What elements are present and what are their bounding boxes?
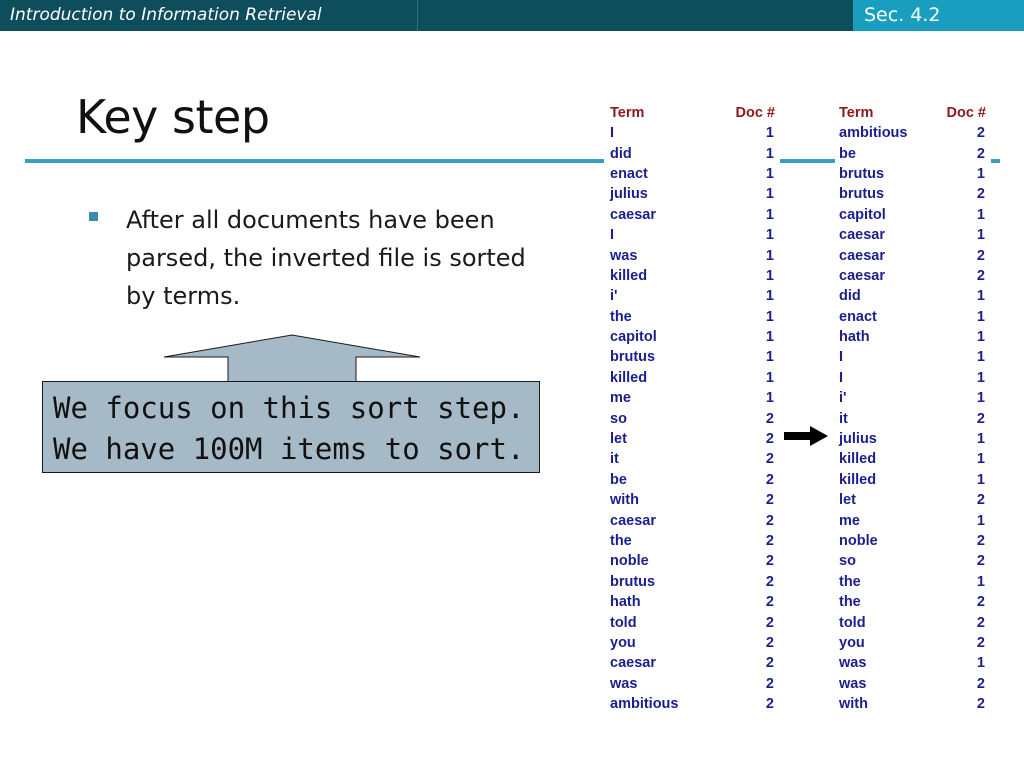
term-cell: be [610,471,627,488]
term-cell: did [839,288,861,305]
doc-id-cell: 1 [976,308,985,325]
doc-id-cell: 2 [976,125,985,142]
doc-id-cell: 1 [976,655,985,672]
term-cell: so [839,553,856,570]
doc-header: Doc # [735,105,775,121]
doc-id-cell: 2 [765,594,774,611]
table-row [835,347,989,367]
term-cell: you [610,634,636,651]
term-cell: told [839,614,866,631]
table-row [606,429,778,449]
term-cell: brutus [610,349,656,366]
doc-id-cell: 1 [976,227,985,244]
header-divider [417,0,418,31]
table-row [606,551,778,571]
slide-title: Key step [76,90,270,144]
term-cell: me [839,512,860,529]
doc-id-cell: 2 [765,634,774,651]
doc-id-cell: 2 [765,675,774,692]
term-cell: killed [839,451,877,468]
term-cell: with [610,492,639,509]
doc-id-cell: 2 [976,267,985,284]
doc-id-cell: 1 [765,186,774,203]
table-row [835,327,989,347]
course-title: Introduction to Information Retrieval [10,5,322,25]
term-cell: enact [839,308,877,325]
term-cell: I [839,369,844,386]
doc-id-cell: 2 [976,675,985,692]
table-row [835,225,989,245]
table-row [835,490,989,510]
callout-box [42,381,540,473]
doc-id-cell: 1 [765,390,774,407]
term-cell: the [839,594,861,611]
doc-id-cell: 2 [976,247,985,264]
doc-id-cell: 1 [765,247,774,264]
table-row [835,205,989,225]
doc-id-cell: 1 [765,227,774,244]
term-cell: capitol [839,206,886,223]
term-cell: was [610,675,638,692]
term-cell: was [839,655,867,672]
doc-id-cell: 2 [765,471,774,488]
term-cell: I [839,349,844,366]
term-cell: brutus [839,186,885,203]
header-bar [0,0,1024,31]
term-cell: hath [839,329,870,346]
term-cell: ambitious [839,125,908,142]
table-row [835,551,989,571]
term-cell: killed [610,369,648,386]
table-row [606,266,778,286]
doc-id-cell: 1 [765,145,774,162]
doc-id-cell: 1 [765,329,774,346]
term-cell: capitol [610,329,657,346]
term-cell: it [610,451,619,468]
doc-id-cell: 1 [765,288,774,305]
term-cell: I [610,125,615,142]
term-cell: the [610,308,632,325]
term-cell: killed [610,267,648,284]
term-cell: caesar [839,227,885,244]
doc-id-cell: 2 [765,614,774,631]
term-cell: brutus [610,573,656,590]
doc-id-cell: 2 [976,492,985,509]
table-row [606,286,778,306]
table-row [835,245,989,265]
term-cell: told [610,614,637,631]
doc-id-cell: 2 [976,594,985,611]
doc-id-cell: 1 [976,451,985,468]
doc-id-cell: 2 [765,533,774,549]
up-arrow-icon [160,334,424,384]
doc-id-cell: 1 [765,267,774,284]
table-row [606,205,778,225]
doc-header: Doc # [946,105,986,121]
table-row [835,694,989,714]
term-cell: I [610,227,615,244]
table-row [606,307,778,327]
table-row [835,388,989,408]
table-row [835,633,989,653]
term-cell: did [610,145,632,162]
doc-id-cell: 2 [976,634,985,651]
term-cell: julius [610,186,648,203]
doc-id-cell: 2 [976,533,985,549]
table-row [835,307,989,327]
term-cell: ambitious [610,696,679,713]
doc-id-cell: 2 [765,431,774,448]
term-cell: it [839,410,848,427]
doc-id-cell: 1 [976,369,985,386]
doc-id-cell: 2 [976,696,985,713]
doc-id-cell: 1 [976,431,985,448]
table-row [835,286,989,306]
table-row [606,531,778,551]
term-cell: caesar [839,267,885,284]
table-row [835,143,989,163]
term-cell: i' [610,288,618,305]
right-arrow-icon [784,426,830,446]
table-row [835,123,989,143]
doc-id-cell: 1 [765,125,774,142]
table-row [606,143,778,163]
term-cell: the [610,533,632,549]
table-header-row [606,103,778,123]
doc-id-cell: 1 [976,573,985,590]
term-cell: i' [839,390,847,407]
doc-id-cell: 1 [765,165,774,182]
table-row [835,368,989,388]
bullet-text: After all documents have been parsed, the inverted file is sorted by terms. [126,206,526,310]
table-row [606,327,778,347]
table-row [606,592,778,612]
callout-text: We focus on this sort step. We have 100M items to sort. [53,391,525,466]
doc-id-cell: 1 [765,369,774,386]
doc-id-cell: 2 [765,655,774,672]
table-row [606,490,778,510]
doc-id-cell: 2 [765,492,774,509]
term-cell: caesar [610,206,656,223]
doc-id-cell: 1 [765,206,774,223]
table-row [606,388,778,408]
doc-id-cell: 1 [765,308,774,325]
table-row [606,408,778,428]
table-row [835,592,989,612]
term-cell: caesar [610,655,656,672]
doc-id-cell: 1 [976,165,985,182]
term-cell: enact [610,165,648,182]
unsorted-table-panel [604,101,780,715]
table-row [606,653,778,673]
table-row [606,225,778,245]
sorted-table-panel [835,101,991,715]
term-header: Term [610,105,645,121]
term-cell: noble [610,553,649,570]
doc-id-cell: 1 [765,349,774,366]
doc-id-cell: 2 [765,410,774,427]
table-row [835,429,989,449]
doc-id-cell: 2 [976,614,985,631]
table-row [835,572,989,592]
doc-id-cell: 2 [976,553,985,570]
doc-id-cell: 1 [976,349,985,366]
table-row [835,470,989,490]
table-row [606,449,778,469]
table-row [835,266,989,286]
doc-id-cell: 1 [976,288,985,305]
table-row [606,510,778,530]
term-cell: let [610,431,627,448]
term-cell: brutus [839,165,885,182]
table-row [835,510,989,530]
table-row [835,653,989,673]
table-row [606,674,778,694]
doc-id-cell: 2 [765,696,774,713]
term-cell: noble [839,533,878,549]
table-row [606,612,778,632]
table-row [606,633,778,653]
table-row [835,531,989,551]
doc-id-cell: 2 [765,512,774,529]
term-cell: caesar [610,512,656,529]
term-cell: killed [839,471,877,488]
doc-id-cell: 2 [976,145,985,162]
term-cell: you [839,634,865,651]
table-row [606,572,778,592]
table-row [606,347,778,367]
doc-id-cell: 1 [976,329,985,346]
term-cell: hath [610,594,641,611]
table-row [835,408,989,428]
doc-id-cell: 1 [976,512,985,529]
term-cell: me [610,390,631,407]
term-cell: was [610,247,638,264]
table-row [606,470,778,490]
sorted-table [835,103,989,714]
table-row [606,368,778,388]
term-cell: let [839,492,856,509]
table-row [606,694,778,714]
term-header: Term [839,105,874,121]
term-cell: with [839,696,868,713]
section-badge [853,0,1024,31]
term-cell: was [839,675,867,692]
doc-id-cell: 1 [976,390,985,407]
doc-id-cell: 1 [976,206,985,223]
square-bullet-icon [89,212,98,221]
doc-id-cell: 2 [976,410,985,427]
doc-id-cell: 2 [765,573,774,590]
table-row [606,245,778,265]
term-cell: caesar [839,247,885,264]
table-row [606,164,778,184]
doc-id-cell: 2 [765,553,774,570]
table-row [606,123,778,143]
table-row [606,184,778,204]
table-header-row [835,103,989,123]
section-label: Sec. 4.2 [864,4,941,26]
doc-id-cell: 2 [765,451,774,468]
table-row [835,184,989,204]
unsorted-table [606,103,778,714]
term-cell: so [610,410,627,427]
term-cell: be [839,145,856,162]
doc-id-cell: 1 [976,471,985,488]
term-cell: the [839,573,861,590]
term-cell: julius [839,431,877,448]
table-row [835,612,989,632]
table-row [835,164,989,184]
table-row [835,449,989,469]
table-row [835,674,989,694]
doc-id-cell: 2 [976,186,985,203]
